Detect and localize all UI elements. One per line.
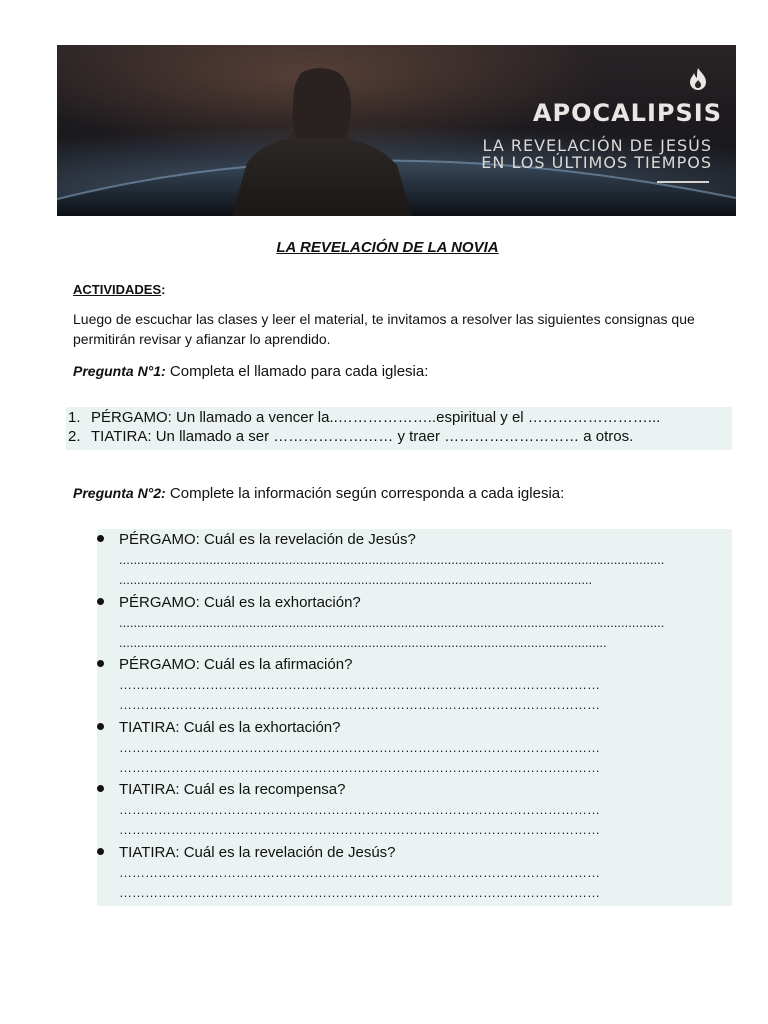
list-item-question: TIATIRA: Cuál es la revelación de Jesús? [119,844,396,861]
bullet-icon [97,785,104,792]
banner-subtitle-line1: LA REVELACIÓN DE JESÚS [482,136,712,155]
list-item-question: TIATIRA: Cuál es la recompensa? [119,781,346,798]
question-1-label: Pregunta N°1: [73,363,166,379]
activities-heading [73,282,165,297]
question-2-text: Complete la información según corresponda a cada iglesia: [165,485,565,502]
answer-line[interactable]: ………………………………………………………………………………………………… [119,823,600,837]
activities-label: ACTIVIDADES [73,282,162,297]
question-2-answer-box [97,529,732,906]
list-item-text: PÉRGAMO: Un llamado a vencer la..………………..espiritual y el ……………………... [91,409,661,426]
bullet-icon [97,848,104,855]
bullet-icon [97,660,104,667]
banner-title: APOCALIPSIS [532,99,722,127]
banner-background-image [57,45,736,216]
bullet-icon [97,723,104,730]
list-item [97,781,732,843]
list-item [97,531,732,593]
answer-line[interactable]: ................................................................................................................................... [119,573,593,587]
answer-line[interactable]: ………………………………………………………………………………………………… [119,698,600,712]
answer-line[interactable]: ………………………………………………………………………………………………… [119,741,600,755]
list-item [97,719,732,781]
banner-divider [657,181,709,183]
answer-line[interactable]: ....................................................................................................................................................... [119,553,665,567]
activities-colon: : [161,282,166,297]
answer-line[interactable]: ………………………………………………………………………………………………… [119,866,600,880]
answer-line[interactable]: ....................................................................................................................................... [119,636,607,650]
answer-line[interactable]: ....................................................................................................................................................... [119,616,665,630]
list-item [97,844,732,906]
list-item-question: PÉRGAMO: Cuál es la exhortación? [119,594,361,611]
list-item-text: TIATIRA: Un llamado a ser …………………… y traer ……………………… a otros. [91,428,634,445]
answer-line[interactable]: ………………………………………………………………………………………………… [119,886,600,900]
question-2-heading [73,485,564,502]
answer-line[interactable]: ………………………………………………………………………………………………… [119,803,600,817]
list-item[interactable] [68,428,633,445]
bullet-icon [97,535,104,542]
question-1-heading [73,363,428,380]
bullet-icon [97,598,104,605]
answer-line[interactable]: ………………………………………………………………………………………………… [119,761,600,775]
question-1-text: Completa el llamado para cada iglesia: [165,363,429,380]
activities-intro: Luego de escuchar las clases y leer el material, te invitamos a resolver las siguientes consignas que permitirán revisar y afianzar lo aprendido. [73,311,695,347]
list-number: 2. [68,428,81,445]
list-item [97,594,732,656]
list-item-question: TIATIRA: Cuál es la exhortación? [119,719,341,736]
question-2-label: Pregunta N°2: [73,485,166,501]
header-banner [57,45,736,216]
list-item-question: PÉRGAMO: Cuál es la revelación de Jesús? [119,531,416,548]
list-number: 1. [68,409,81,426]
question-1-answer-box [66,407,732,450]
flame-icon [687,67,709,91]
document-title: LA REVELACIÓN DE LA NOVIA [276,239,499,256]
list-item [97,656,732,718]
list-item[interactable] [68,409,660,426]
banner-subtitle-line2: EN LOS ÚLTIMOS TIEMPOS [481,153,712,172]
answer-line[interactable]: ………………………………………………………………………………………………… [119,678,600,692]
list-item-question: PÉRGAMO: Cuál es la afirmación? [119,656,353,673]
